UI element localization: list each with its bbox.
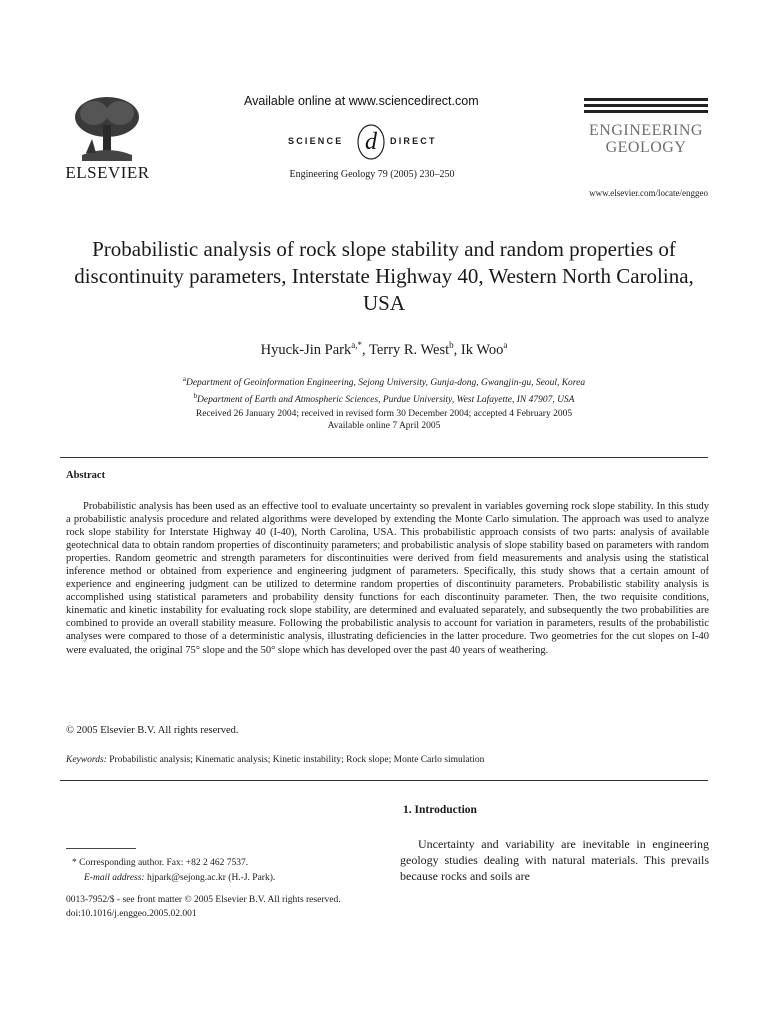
introduction-body: Uncertainty and variability are inevitable in engineering geology studies dealing with natural materials. This prevails because rocks and soils are — [400, 837, 709, 883]
email-label: E-mail address: — [84, 873, 145, 883]
affiliation-b: $^b$Department of Earth and Atmospheric Sciences, Purdue University, West Lafayette, IN 47907, USA — [193, 392, 575, 406]
abstract-body: Probabilistic analysis has been used as an effective tool to evaluate uncertainty so prevalent in variables governing rock slope stability. In this study a probabilistic analysis procedure and related algorithms were developed by extending the Monte Carlo simulation. The approach was used to analyze rock slope stability for Interstate Highway 40 (I-40), North Carolina, USA. This probabilistic approach consists of two parts: analysis of available geotechnical data to obtain random properties of discontinuity parameters; and probabilistic analysis of slope stability based on parameters with random properties. Random geometric and strength parameters for discontinuities were derived from field measurements and analysis using the statistical inference method or obtained from experience and engineering judgment of parameters. Specifically, this study shows that a certain amount of experience and engineering judgment can be utilized to determine random properties of discontinuity parameters. Probabilistic stability analysis is accomplished using statistical parameters and probability density functions for each discontinuity parameter. Then, the two requisite conditions, kinematic and kinetic instability for evaluating rock slope stability, are determined and evaluated separately, and subsequently the two probabilities are combined to provide an overall stability measure. Following the probabilistic analysis to account for variation in parameters, results of the probabilistic analyses were compared to those of a deterministic analysis, illustrating deficiencies in the latter procedure. Two geometries for the cut slopes on I-40 were evaluated, the original 75° slope and the 50° slope which has developed over the past 40 years of weathering. — [66, 501, 709, 656]
author-affiliation-mark: a,* — [351, 340, 363, 350]
author-list — [60, 340, 708, 359]
available-online-text[interactable]: Available online at www.sciencedirect.com — [244, 94, 479, 108]
author-name[interactable]: Hyuck-Jin Park — [260, 341, 352, 358]
masthead-rule — [584, 110, 708, 113]
abstract-heading: Abstract — [66, 470, 106, 481]
sciencedirect-d-icon — [356, 122, 386, 162]
sd-science-label: SCIENCE — [288, 136, 344, 146]
abstract-copyright: © 2005 Elsevier B.V. All rights reserved. — [66, 725, 239, 736]
masthead-rule — [584, 98, 708, 101]
sd-mark: d — [365, 129, 377, 155]
author-separator: , — [362, 341, 370, 358]
footnote-rule — [66, 848, 136, 849]
affiliation-a: $^a$Department of Geoinformation Engineering, Sejong University, Gunja-dong, Gwangjin-gu, Seoul, Korea — [182, 375, 586, 389]
journal-masthead-rules — [584, 98, 708, 116]
elsevier-logo — [60, 95, 155, 185]
author-separator: , — [453, 341, 461, 358]
divider — [60, 780, 708, 781]
divider — [60, 457, 708, 458]
doi-line[interactable]: doi:10.1016/j.enggeo.2005.02.001 — [66, 909, 197, 919]
email-note — [84, 873, 275, 883]
sd-direct-label: DIRECT — [390, 136, 437, 146]
elsevier-tree-icon — [72, 95, 142, 161]
masthead-rule — [584, 104, 708, 107]
article-dates — [60, 408, 708, 432]
publisher-name: ELSEVIER — [65, 163, 150, 182]
email-address[interactable]: hjpark@sejong.ac.kr (H.-J. Park). — [146, 873, 276, 883]
issn-line: 0013-7952/$ - see front matter © 2005 Elsevier B.V. All rights reserved. — [66, 895, 341, 905]
author-affiliation-mark: b — [449, 340, 454, 350]
keywords — [66, 755, 709, 765]
sciencedirect-logo[interactable] — [288, 122, 468, 164]
keywords-list: Probabilistic analysis; Kinematic analysis; Kinetic instability; Rock slope; Monte Carlo simulation — [109, 755, 485, 765]
journal-title-line1: ENGINEERING — [589, 122, 703, 139]
author-name[interactable]: Terry R. West — [369, 341, 450, 358]
author-name[interactable]: Ik Woo — [460, 341, 504, 358]
journal-citation: Engineering Geology 79 (2005) 230–250 — [289, 169, 455, 180]
affiliations — [60, 373, 708, 407]
author-affiliation-mark: a — [503, 340, 508, 350]
journal-masthead — [584, 122, 708, 156]
section-heading-introduction: 1. Introduction — [403, 804, 477, 816]
received-dates: Received 26 January 2004; received in revised form 30 December 2004; accepted 4 February 2005 — [195, 409, 573, 419]
journal-url[interactable]: www.elsevier.com/locate/enggeo — [589, 188, 708, 198]
available-date: Available online 7 April 2005 — [327, 421, 441, 431]
corresponding-author-note: * Corresponding author. Fax: +82 2 462 7537. — [72, 858, 249, 868]
journal-title-line2: GEOLOGY — [605, 139, 687, 156]
keywords-label: Keywords: — [66, 755, 107, 765]
article-title: Probabilistic analysis of rock slope stability and random properties of discontinuity parameters, Interstate Highway 40, Western North Carolina, USA — [74, 237, 694, 315]
